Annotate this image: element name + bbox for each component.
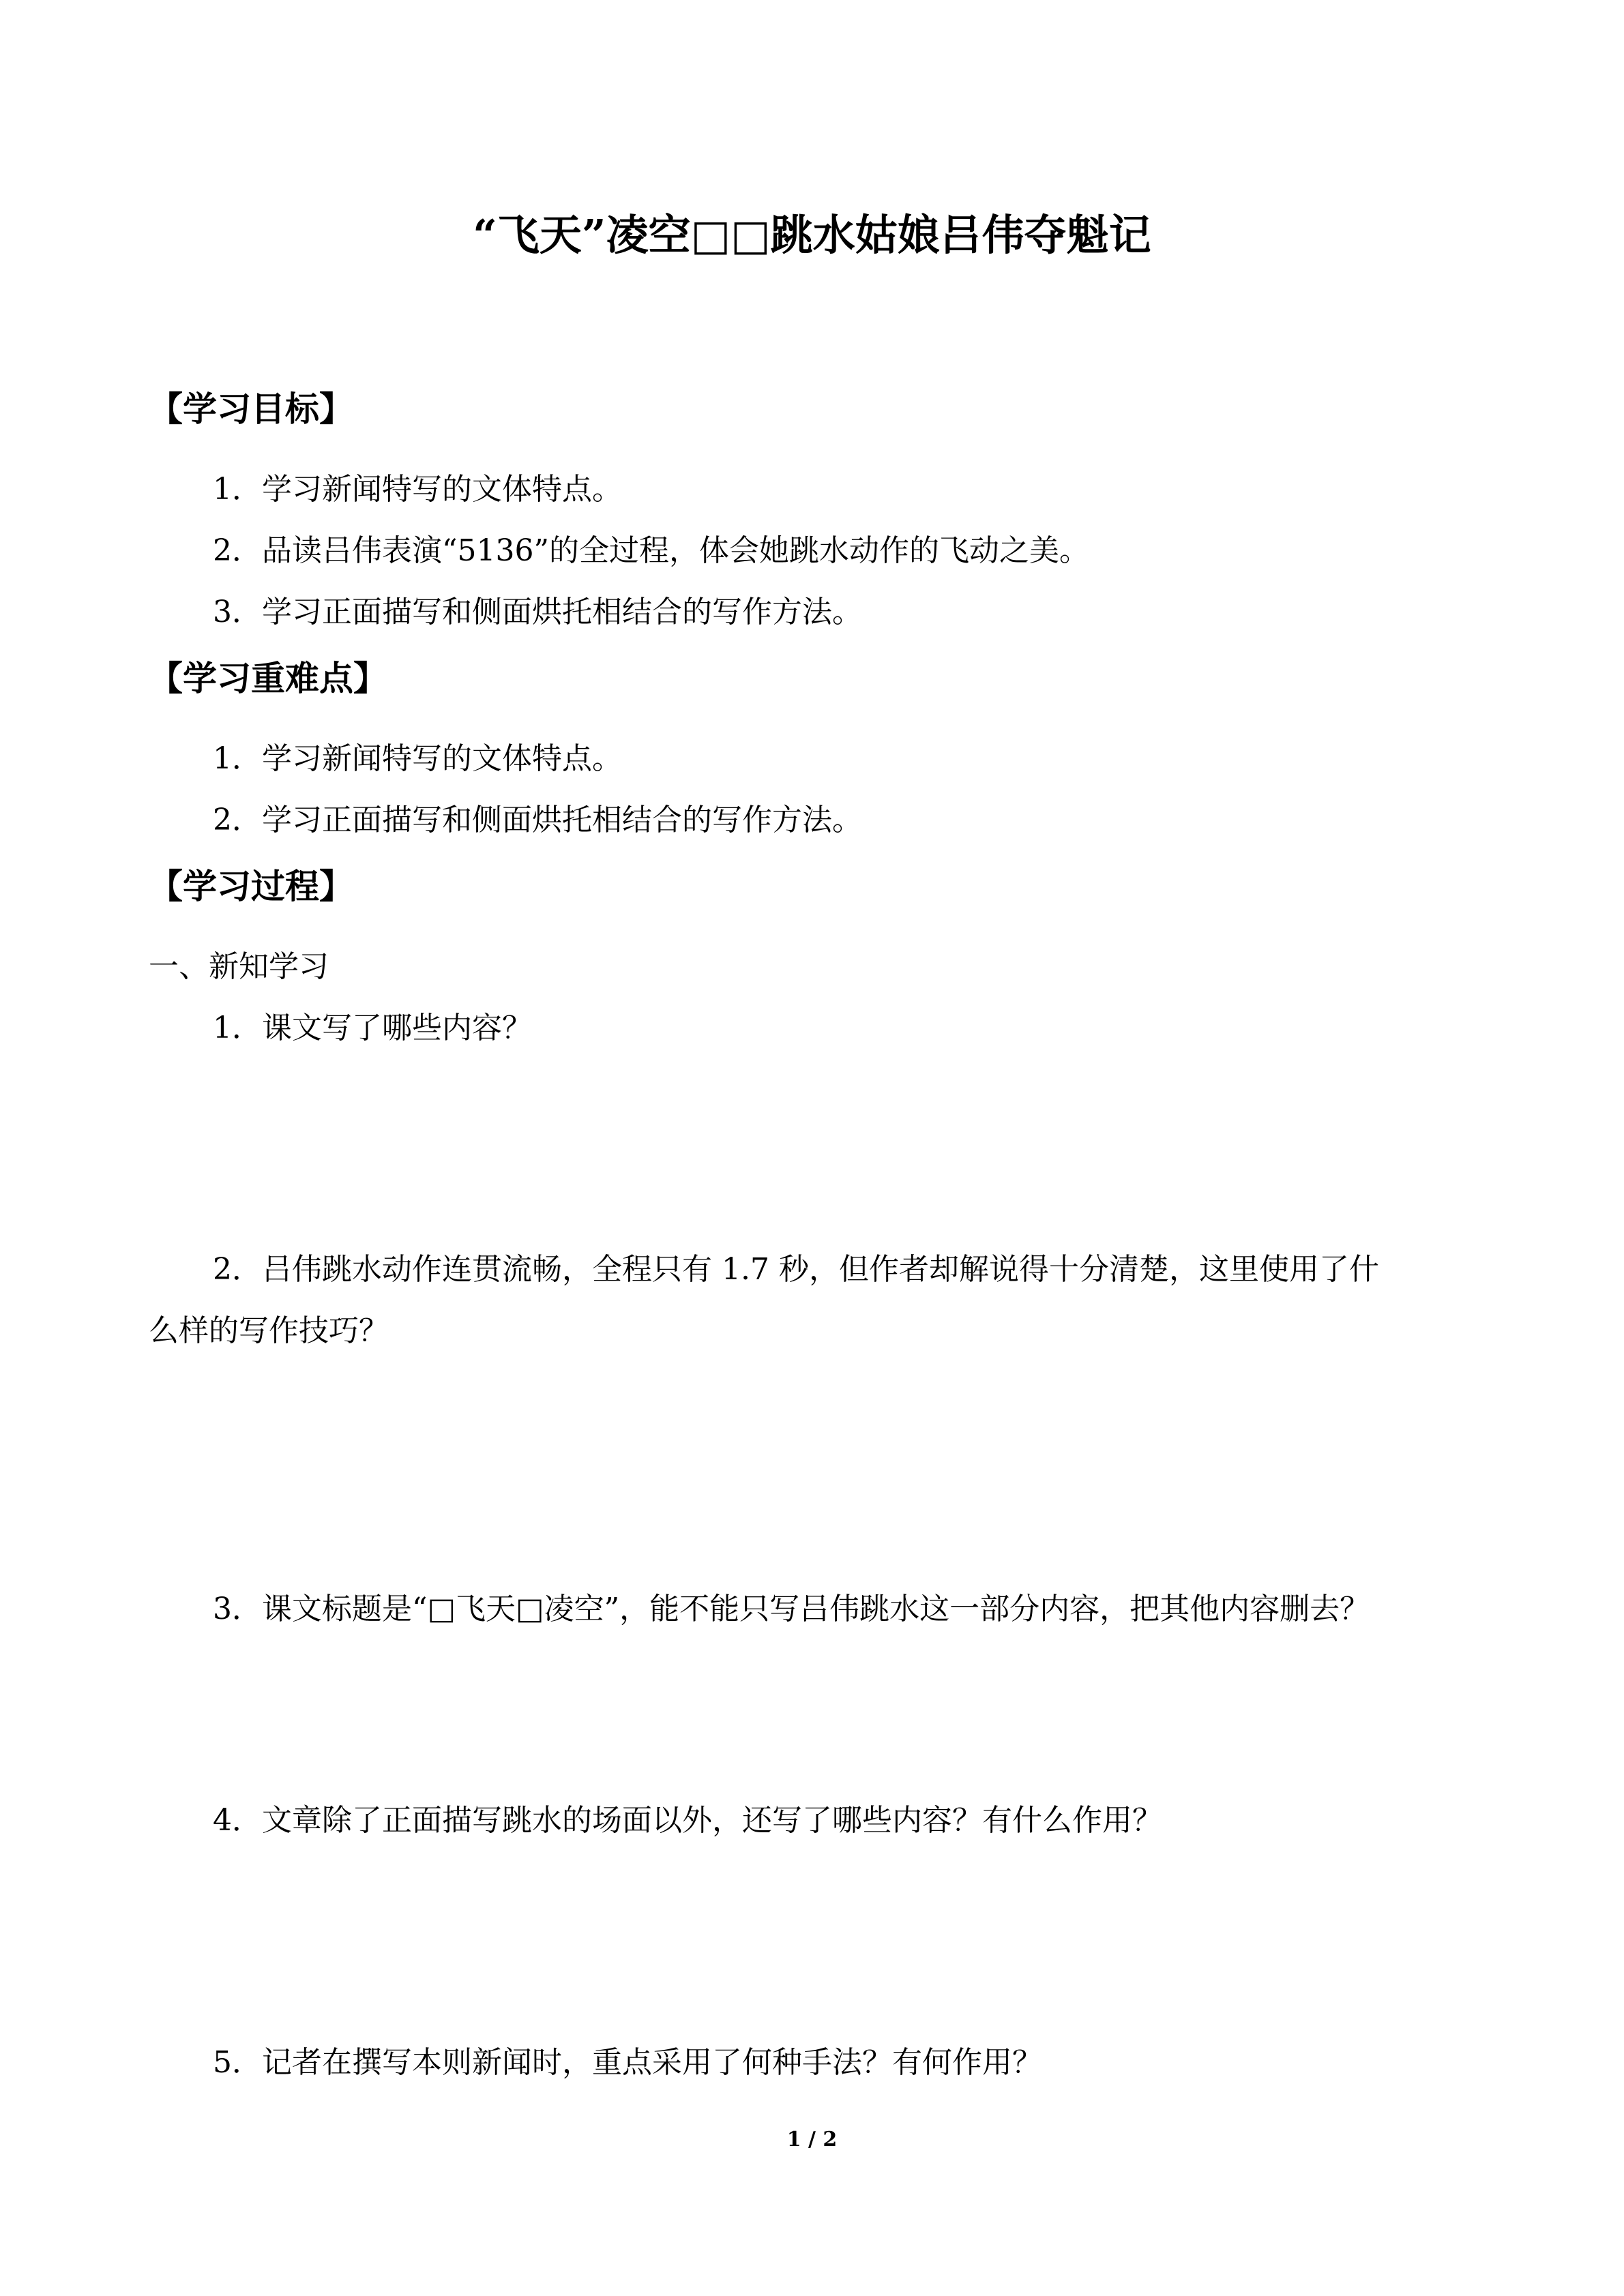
key-point-item-1: 1．学习新闻特写的文体特点。: [213, 741, 622, 776]
new-knowledge-subheading: 一、新知学习: [149, 949, 329, 984]
objectives-heading: 【学习目标】: [149, 389, 353, 429]
objective-item-3: 3．学习正面描写和侧面烘托相结合的写作方法。: [213, 595, 862, 629]
page-number: 1 / 2: [786, 2128, 838, 2151]
question-3: 3．课文标题是“□飞天□凌空”，能不能只写吕伟跳水这一部分内容，把其他内容删去？: [213, 1592, 1370, 1626]
key-point-item-2: 2．学习正面描写和侧面烘托相结合的写作方法。: [213, 803, 862, 837]
question-4: 4．文章除了正面描写跳水的场面以外，还写了哪些内容？有什么作用？: [213, 1803, 1162, 1838]
question-2-line-2: 么样的写作技巧？: [149, 1313, 389, 1348]
document-title: “飞天”凌空□□跳水姑娘吕伟夺魁记: [473, 210, 1151, 260]
question-5: 5．记者在撰写本则新闻时，重点采用了何种手法？有何作用？: [213, 2045, 1042, 2080]
key-points-heading: 【学习重难点】: [149, 658, 387, 698]
objective-item-1: 1．学习新闻特写的文体特点。: [213, 472, 622, 507]
question-2-line-1: 2．吕伟跳水动作连贯流畅，全程只有 1.7 秒，但作者却解说得十分清楚，这里使用了什: [213, 1252, 1379, 1287]
question-1: 1．课文写了哪些内容？: [213, 1011, 532, 1045]
process-heading: 【学习过程】: [149, 866, 353, 906]
objective-item-2: 2．品读吕伟表演“5136”的全过程，体会她跳水动作的飞动之美。: [213, 533, 1089, 568]
